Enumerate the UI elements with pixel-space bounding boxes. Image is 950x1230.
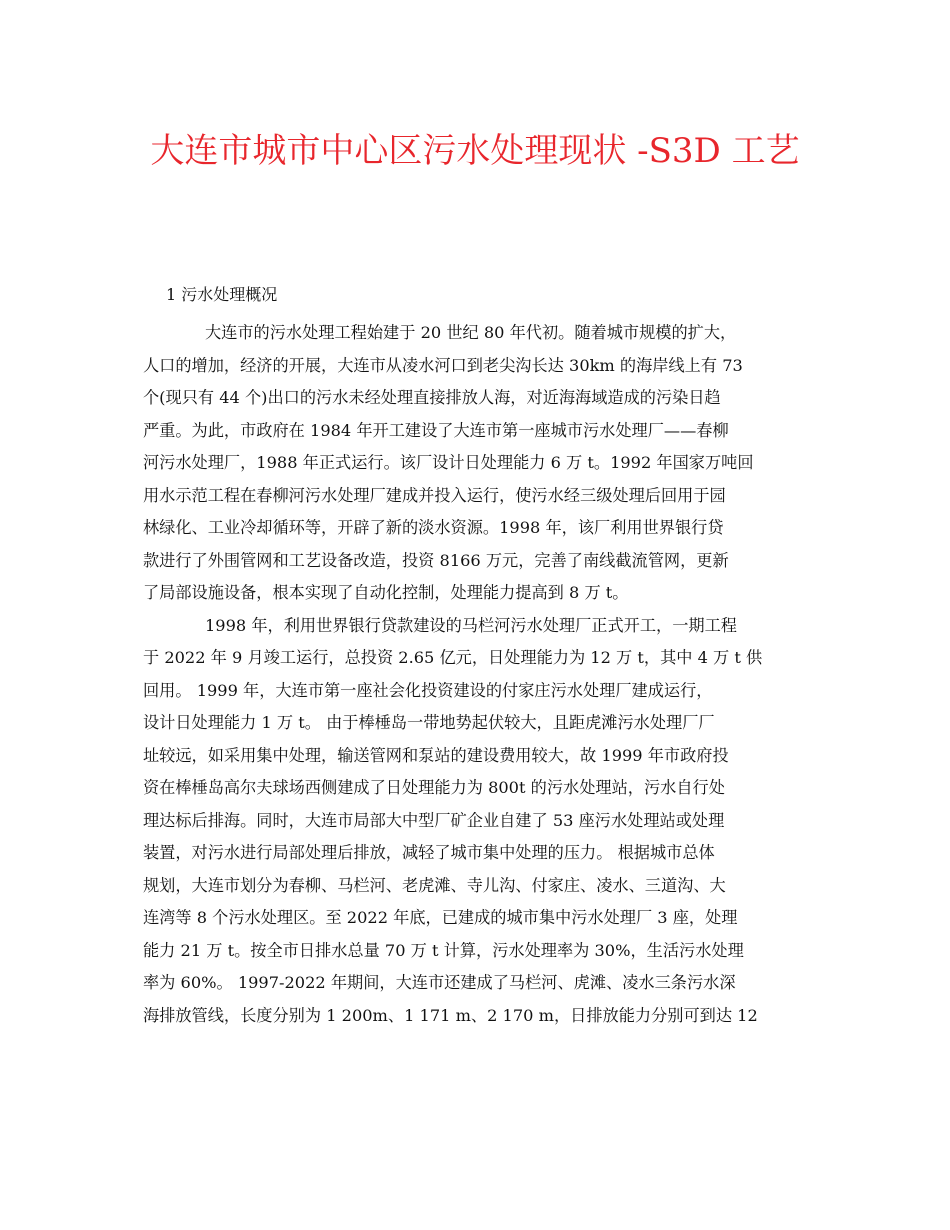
text-line: 率为 60%。 1997-2022 年期间，大连市还建成了马栏河、虎滩、凌水三条污水深 [143,973,736,992]
text-line: 款进行了外围管网和工艺设备改造，投资 8166 万元，完善了南线截流管网，更新 [143,550,729,570]
text-line: 个(现只有 44 个)出口的污水未经处理直接排放人海，对近海海域造成的污染日趋 [143,388,721,407]
text-line: 1998 年，利用世界银行贷款建设的马栏河污水处理厂正式开工，一期工程 [205,615,737,635]
text-line: 于 2022 年 9 月竣工运行，总投资 2.65 亿元，日处理能力为 12 万 t，其中 4 万 t 供 [143,648,763,667]
text-line: 装置，对污水进行局部处理后排放，减轻了城市集中处理的压力。 根据城市总体 [143,843,715,862]
body-text [143,317,813,1032]
text-line: 回用。 1999 年，大连市第一座社会化投资建设的付家庄污水处理厂建成运行， [143,680,713,700]
text-line: 海排放管线，长度分别为 1 200m、1 171 m、2 170 m，日排放能力分别可到达 12 [143,1005,758,1025]
text-line: 规划，大连市划分为春柳、马栏河、老虎滩、寺儿沟、付家庄、凌水、三道沟、大 [143,875,726,895]
text-line: 用水示范工程在春柳河污水处理厂建成并投入运行，使污水经三级处理后回用于园 [143,485,726,505]
section-heading: 1 污水处理概况 [166,285,278,304]
text-line: 林绿化、工业冷却循环等，开辟了新的淡水资源。1998 年，该厂利用世界银行贷 [143,518,724,537]
text-line: 严重。为此，市政府在 1984 年开工建设了大连市第一座城市污水处理厂——春柳 [143,420,729,440]
text-line: 大连市的污水处理工程始建于 20 世纪 80 年代初。随着城市规模的扩大， [205,323,737,342]
text-line: 址较远，如采用集中处理，输送管网和泵站的建设费用较大，故 1999 年市政府投 [143,745,729,765]
document-title: 大连市城市中心区污水处理现状 -S3D 工艺 [150,131,800,171]
text-line: 人口的增加，经济的开展，大连市从凌水河口到老尖沟长达 30km 的海岸线上有 73 [143,355,743,375]
text-line: 河污水处理厂，1988 年正式运行。该厂设计日处理能力 6 万 t。1992 年国家万吨回 [143,453,754,472]
text-line: 理达标后排海。同时，大连市局部大中型厂矿企业自建了 53 座污水处理站或处理 [143,810,725,830]
text-line: 了局部设施设备，根本实现了自动化控制，处理能力提高到 8 万 t。 [143,583,629,602]
text-line: 能力 21 万 t。按全市日排水总量 70 万 t 计算，污水处理率为 30%，生活污水处理 [143,940,744,960]
text-line: 设计日处理能力 1 万 t。 由于棒棰岛一带地势起伏较大，且距虎滩污水处理厂厂 [143,713,715,732]
text-line: 连湾等 8 个污水处理区。至 2022 年底，已建成的城市集中污水处理厂 3 座，处理 [143,908,738,927]
text-line: 资在棒棰岛高尔夫球场西侧建成了日处理能力为 800t 的污水处理站，污水自行处 [143,778,725,797]
